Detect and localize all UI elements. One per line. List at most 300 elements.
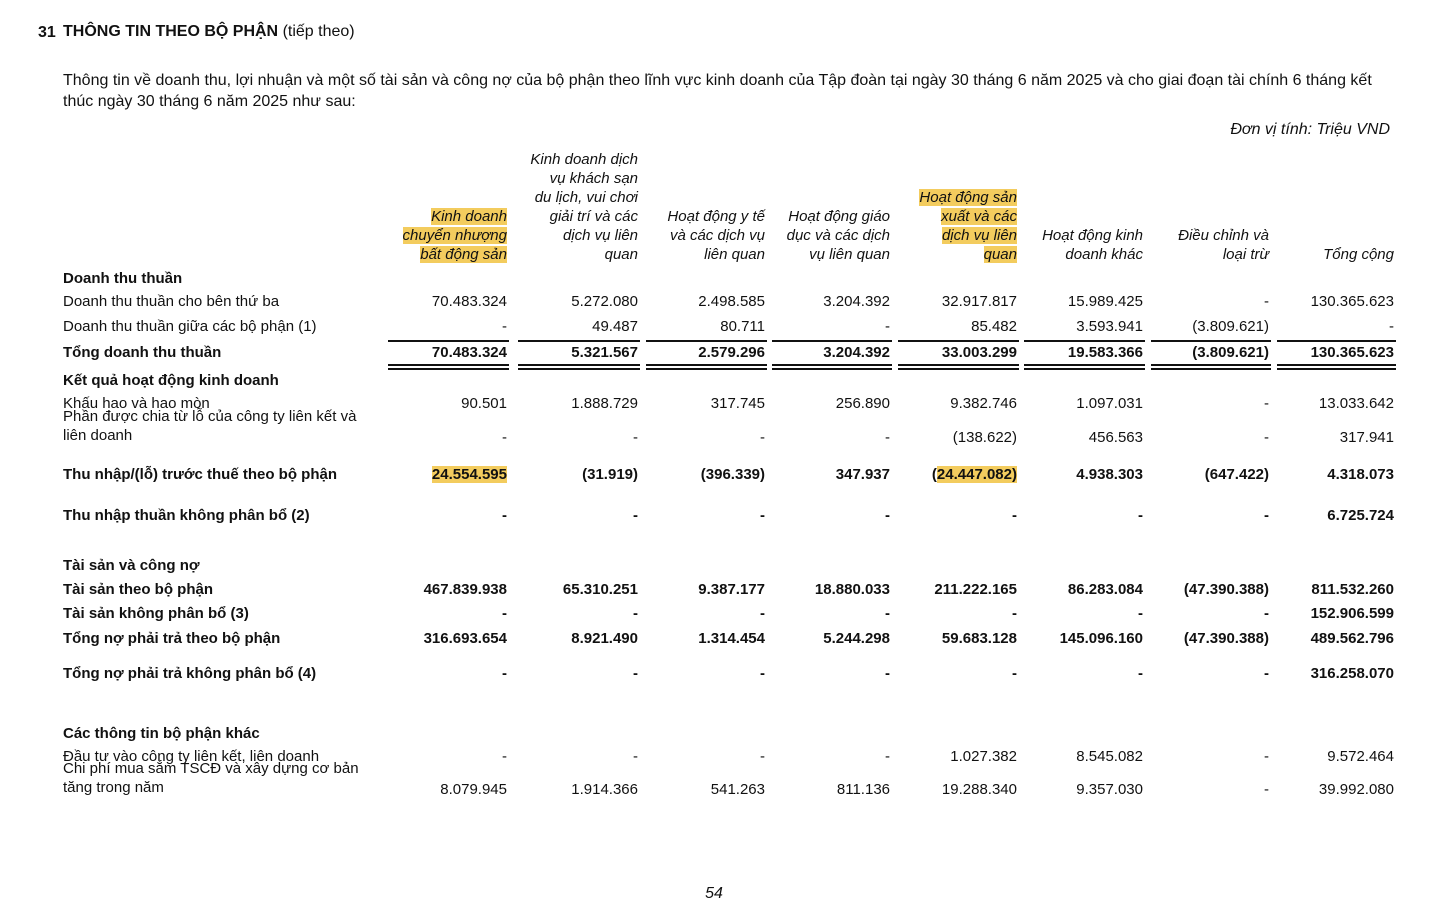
row-label: Tổng doanh thu thuần — [63, 344, 222, 361]
cell-value: - — [760, 748, 765, 765]
table-cell — [1205, 466, 1269, 483]
column-header — [919, 188, 1017, 264]
page-number: 54 — [705, 885, 723, 902]
table-cell — [1319, 781, 1394, 798]
cell-value: - — [633, 665, 638, 682]
column-header-line — [530, 226, 638, 245]
cell-value: 86.283.084 — [1067, 581, 1143, 598]
cell-value: - — [1138, 507, 1143, 524]
table-cell — [1060, 630, 1143, 647]
total-double-rule — [646, 364, 767, 370]
total-double-rule — [772, 364, 892, 370]
cell-value: 5.321.567 — [571, 344, 638, 361]
table-cell — [1138, 665, 1143, 682]
table-cell — [1311, 665, 1394, 682]
column-header-line — [787, 226, 890, 245]
cell-value: 59.683.128 — [941, 630, 1017, 647]
table-cell — [711, 781, 765, 798]
cell-value: - — [633, 429, 638, 446]
table-cell — [1311, 605, 1394, 622]
table-cell — [836, 395, 890, 412]
cell-value: - — [1264, 429, 1269, 446]
table-row — [0, 408, 1456, 446]
column-header-line — [787, 207, 890, 226]
intro-paragraph: Thông tin về doanh thu, lợi nhuận và một số tài sản và công nợ của bộ phận theo lĩnh vực kinh doanh của Tập đoàn tại ngày 30 tháng 6 năm 2025 và cho giai đoạn tài chính 6 tháng kết thúc ngày 30 tháng 6 năm 2025 như sau: — [63, 72, 1372, 110]
cell-value: (3.809.621) — [1192, 344, 1269, 361]
table-cell — [953, 429, 1017, 446]
section-heading-row — [0, 372, 1456, 394]
table-cell — [440, 781, 507, 798]
table-cell — [1068, 293, 1143, 310]
cell-value: - — [502, 748, 507, 765]
column-header-text: xuất và các — [941, 208, 1017, 225]
cell-value: 24.554.595 — [431, 466, 507, 483]
cell-value: - — [885, 665, 890, 682]
cell-value: 1.027.382 — [950, 748, 1017, 765]
table-row — [0, 760, 1456, 798]
cell-value: - — [760, 507, 765, 524]
total-double-rule — [1024, 364, 1145, 370]
table-cell — [571, 630, 638, 647]
table-cell — [1389, 318, 1394, 335]
column-header — [1323, 245, 1394, 264]
table-cell — [711, 395, 765, 412]
column-header-text: du lịch, vui chơi — [534, 189, 638, 206]
table-cell — [1068, 581, 1143, 598]
cell-value: 347.937 — [835, 466, 890, 483]
section-number: 31 — [38, 24, 56, 41]
row-label: Tổng nợ phải trả không phân bổ (4) — [63, 665, 317, 682]
cell-value: - — [1012, 605, 1017, 622]
cell-value: 541.263 — [710, 781, 765, 798]
table-cell — [633, 748, 638, 765]
table-cell — [823, 293, 890, 310]
cell-value: 39.992.080 — [1318, 781, 1394, 798]
subtotal-rule — [772, 340, 892, 342]
cell-value: (47.390.388) — [1183, 630, 1269, 647]
column-header-text: liên quan — [704, 246, 765, 263]
table-cell — [502, 429, 507, 446]
table-row — [0, 630, 1456, 652]
column-header-line — [919, 188, 1017, 207]
table-cell — [633, 507, 638, 524]
table-cell — [885, 665, 890, 682]
cell-value: 8.545.082 — [1076, 748, 1143, 765]
table-cell — [837, 781, 890, 798]
column-header-text: vụ liên quan — [809, 246, 890, 263]
table-cell — [1311, 581, 1394, 598]
cell-value: 9.572.464 — [1327, 748, 1394, 765]
column-header-line — [1178, 245, 1269, 264]
table-cell — [1327, 748, 1394, 765]
column-header-line — [667, 207, 765, 226]
row-label: Tài sản theo bộ phận — [63, 581, 214, 598]
table-cell — [760, 507, 765, 524]
table-cell — [971, 318, 1017, 335]
total-double-rule — [1277, 364, 1396, 370]
column-header — [667, 207, 765, 264]
cell-value: 13.033.642 — [1318, 395, 1394, 412]
table-cell — [1327, 466, 1394, 483]
subtotal-rule — [518, 340, 640, 342]
column-header-line — [403, 226, 507, 245]
cell-value: 811.532.260 — [1311, 581, 1394, 598]
row-label: Thu nhập thuần không phân bổ (2) — [63, 507, 310, 524]
section-title-main: THÔNG TIN THEO BỘ PHẬN — [63, 23, 279, 40]
row-label: Kết quả hoạt động kinh doanh — [63, 372, 279, 389]
column-header-text: Kinh doanh dịch — [530, 151, 638, 168]
cell-value: 811.136 — [836, 781, 890, 798]
column-header-line — [530, 245, 638, 264]
cell-value: 9.382.746 — [950, 395, 1017, 412]
cell-value: 8.921.490 — [571, 630, 638, 647]
table-cell — [1192, 344, 1269, 361]
column-header-line — [667, 226, 765, 245]
column-header-text: Hoạt động kinh — [1042, 227, 1143, 244]
cell-value: 8.079.945 — [440, 781, 507, 798]
table-cell — [1076, 781, 1143, 798]
table-cell — [1264, 748, 1269, 765]
table-cell — [571, 293, 638, 310]
table-cell — [885, 429, 890, 446]
table-cell — [1076, 395, 1143, 412]
subtotal-rule — [898, 340, 1019, 342]
table-cell — [698, 581, 765, 598]
cell-value: - — [885, 318, 890, 335]
table-cell — [885, 605, 890, 622]
cell-value: 9.357.030 — [1076, 781, 1143, 798]
table-cell — [1264, 605, 1269, 622]
cell-value: 211.222.165 — [934, 581, 1017, 598]
cell-value: - — [1264, 748, 1269, 765]
cell-value: (3.809.621) — [1192, 318, 1269, 335]
row-label: Các thông tin bộ phận khác — [63, 725, 260, 742]
row-label: Doanh thu thuần giữa các bộ phận (1) — [63, 318, 317, 335]
table-cell — [1264, 395, 1269, 412]
row-label: Chi phí mua sắm TSCĐ và xây dựng cơ bản tăng trong năm — [63, 760, 359, 796]
table-cell — [633, 429, 638, 446]
row-label: Tài sản không phân bổ (3) — [63, 605, 249, 622]
total-double-rule — [518, 364, 640, 370]
column-header-text: Điều chỉnh và — [1178, 227, 1269, 244]
table-cell — [950, 395, 1017, 412]
table-cell — [1068, 344, 1143, 361]
column-header-text: vụ khách sạn — [549, 170, 638, 187]
table-cell — [502, 748, 507, 765]
cell-value: 90.501 — [461, 395, 507, 412]
column-header-line — [919, 207, 1017, 226]
cell-value: - — [633, 507, 638, 524]
cell-value: 1.914.366 — [571, 781, 638, 798]
table-row — [0, 665, 1456, 687]
cell-value: 317.745 — [710, 395, 765, 412]
table-cell — [582, 466, 638, 483]
column-header-line — [530, 188, 638, 207]
table-cell — [502, 318, 507, 335]
table-row — [0, 293, 1456, 315]
column-header-line — [1042, 245, 1143, 264]
table-cell — [885, 318, 890, 335]
table-cell — [502, 507, 507, 524]
column-header-line — [1042, 226, 1143, 245]
table-cell — [885, 507, 890, 524]
cell-value: - — [1138, 605, 1143, 622]
cell-value: (31.919) — [582, 466, 638, 483]
table-cell — [1319, 395, 1394, 412]
table-row — [0, 507, 1456, 529]
table-cell — [698, 344, 765, 361]
table-cell — [815, 581, 890, 598]
row-label: Đầu tư vào công ty liên kết, liên doanh — [63, 748, 320, 765]
cell-value: 15.989.425 — [1067, 293, 1143, 310]
column-header-text: loại trừ — [1222, 246, 1269, 263]
column-header-line — [667, 245, 765, 264]
table-cell — [1012, 665, 1017, 682]
row-label: Doanh thu thuần cho bên thứ ba — [63, 293, 280, 310]
cell-value: - — [1012, 665, 1017, 682]
column-header-line — [787, 245, 890, 264]
column-header-text: giải trí và các — [549, 208, 638, 225]
table-cell — [571, 395, 638, 412]
table-cell — [633, 605, 638, 622]
cell-value: 4.318.073 — [1327, 466, 1394, 483]
cell-value: - — [885, 429, 890, 446]
column-header-line — [530, 169, 638, 188]
cell-value: 49.487 — [592, 318, 638, 335]
column-header-text: quan — [604, 246, 638, 263]
table-cell — [934, 581, 1017, 598]
table-cell — [432, 293, 507, 310]
cell-value: - — [760, 665, 765, 682]
table-cell — [1192, 318, 1269, 335]
cell-value: 9.387.177 — [698, 581, 765, 598]
cell-value: 489.562.796 — [1310, 630, 1394, 647]
subtotal-rule — [646, 340, 767, 342]
cell-value: (396.339) — [700, 466, 765, 483]
table-cell — [698, 293, 765, 310]
column-header-line — [1323, 245, 1394, 264]
column-header-line — [530, 150, 638, 169]
cell-value: - — [1264, 395, 1269, 412]
column-header-line — [919, 226, 1017, 245]
cell-value: 456.563 — [1088, 429, 1143, 446]
table-cell — [1340, 429, 1394, 446]
row-label: Tổng nợ phải trả theo bộ phận — [63, 630, 281, 647]
table-cell — [1076, 318, 1143, 335]
column-header-line — [530, 207, 638, 226]
table-cell — [1311, 630, 1394, 647]
cell-value: - — [885, 748, 890, 765]
cell-value: 80.711 — [720, 318, 765, 335]
table-cell — [1076, 466, 1143, 483]
subtotal-rule — [1277, 340, 1396, 342]
table-row — [0, 581, 1456, 603]
table-cell — [701, 466, 765, 483]
column-header-text: quan — [983, 246, 1017, 263]
cell-value: - — [760, 605, 765, 622]
table-cell — [1076, 748, 1143, 765]
table-cell — [1264, 507, 1269, 524]
cell-value: 5.272.080 — [571, 293, 638, 310]
table-cell — [836, 466, 890, 483]
cell-value: - — [502, 318, 507, 335]
table-row — [0, 318, 1456, 340]
table-cell — [942, 344, 1017, 361]
cell-value: 1.097.031 — [1076, 395, 1143, 412]
table-cell — [571, 344, 638, 361]
table-cell — [502, 665, 507, 682]
table-cell — [698, 630, 765, 647]
cell-value: - — [1138, 665, 1143, 682]
cell-value: - — [885, 507, 890, 524]
table-cell — [760, 748, 765, 765]
table-cell — [885, 748, 890, 765]
cell-value: - — [502, 429, 507, 446]
table-cell — [760, 665, 765, 682]
total-double-rule — [1151, 364, 1271, 370]
table-row — [0, 344, 1456, 366]
section-title-suffix: (tiếp theo) — [282, 23, 355, 40]
cell-value: - — [1264, 605, 1269, 622]
column-header-text: Kinh doanh — [431, 208, 507, 225]
cell-value: (47.390.388) — [1183, 581, 1269, 598]
cell-value: 316.258.070 — [1310, 665, 1394, 682]
table-cell — [823, 344, 890, 361]
table-cell — [1327, 507, 1394, 524]
cell-value: (647.422) — [1204, 466, 1269, 483]
cell-value: 145.096.160 — [1059, 630, 1143, 647]
cell-value: 130.365.623 — [1310, 344, 1394, 361]
cell-value: - — [1264, 293, 1269, 310]
column-header-text: dục và các dịch — [786, 227, 890, 244]
unit-label: Đơn vị tính: Triệu VND — [1230, 121, 1390, 138]
total-double-rule — [898, 364, 1019, 370]
column-header — [1042, 226, 1143, 264]
table-cell — [950, 748, 1017, 765]
row-label: Phần được chia từ lỗ của công ty liên kết và liên doanh — [63, 408, 357, 444]
cell-value: 6.725.724 — [1327, 507, 1394, 524]
cell-value: 1.314.454 — [698, 630, 765, 647]
table-cell — [1264, 429, 1269, 446]
column-header-text: doanh khác — [1065, 246, 1143, 263]
column-header — [1178, 226, 1269, 264]
cell-value: 467.839.938 — [423, 581, 507, 598]
highlighted-value: 24.447.082) — [936, 466, 1017, 483]
column-header-text: dịch vụ liên — [941, 227, 1017, 244]
column-header — [403, 207, 507, 264]
cell-value: - — [1264, 781, 1269, 798]
column-header-text: dịch vụ liên — [562, 227, 638, 244]
table-cell — [432, 344, 507, 361]
cell-value: 70.483.324 — [431, 344, 507, 361]
table-cell — [942, 293, 1017, 310]
cell-value: (24.447.082) — [931, 466, 1017, 483]
cell-value: 18.880.033 — [814, 581, 890, 598]
cell-value: - — [1264, 665, 1269, 682]
column-header-text: Hoạt động y tế — [667, 208, 765, 225]
cell-value: 3.204.392 — [823, 293, 890, 310]
cell-value: - — [502, 605, 507, 622]
column-header-text: chuyển nhượng — [402, 227, 507, 244]
cell-value: 85.482 — [971, 318, 1017, 335]
cell-value: 4.938.303 — [1076, 466, 1143, 483]
column-header-line — [919, 245, 1017, 264]
cell-value: 32.917.817 — [941, 293, 1017, 310]
table-cell — [1184, 581, 1269, 598]
subtotal-rule — [1024, 340, 1145, 342]
cell-value: - — [1012, 507, 1017, 524]
table-cell — [720, 318, 765, 335]
section-heading-row — [0, 557, 1456, 579]
table-cell — [1311, 344, 1394, 361]
cell-value: 1.888.729 — [571, 395, 638, 412]
table-cell — [942, 630, 1017, 647]
subtotal-rule — [388, 340, 509, 342]
cell-value: 3.593.941 — [1076, 318, 1143, 335]
table-cell — [1264, 665, 1269, 682]
cell-value: 19.288.340 — [941, 781, 1017, 798]
cell-value: 19.583.366 — [1067, 344, 1143, 361]
table-cell — [502, 605, 507, 622]
table-cell — [1012, 507, 1017, 524]
table-cell — [1264, 781, 1269, 798]
table-cell — [760, 429, 765, 446]
row-label: Khấu hao và hao mòn — [63, 395, 210, 412]
cell-value: (138.622) — [952, 429, 1017, 446]
cell-value: - — [1389, 318, 1394, 335]
cell-value: - — [1264, 507, 1269, 524]
cell-value: 316.693.654 — [423, 630, 507, 647]
row-label: Tài sản và công nợ — [63, 557, 200, 574]
cell-value: - — [885, 605, 890, 622]
column-header-text: Hoạt động giáo — [788, 208, 890, 225]
table-cell — [424, 581, 507, 598]
column-header-line — [1178, 226, 1269, 245]
cell-value: 33.003.299 — [941, 344, 1017, 361]
column-header-text: và các dịch vụ — [669, 227, 765, 244]
cell-value: 3.204.392 — [823, 344, 890, 361]
row-label: Doanh thu thuần — [63, 270, 183, 287]
table-cell — [432, 466, 507, 483]
cell-value: - — [633, 748, 638, 765]
subtotal-rule — [1151, 340, 1271, 342]
column-header-line — [403, 245, 507, 264]
column-header-text: bất động sản — [420, 246, 507, 263]
cell-value: 317.941 — [1339, 429, 1394, 446]
cell-value: 2.579.296 — [698, 344, 765, 361]
section-heading-row — [0, 270, 1456, 292]
column-header — [787, 207, 890, 264]
column-header-text: Tổng cộng — [1323, 246, 1394, 263]
table-cell — [633, 665, 638, 682]
cell-value: - — [760, 429, 765, 446]
row-label: Thu nhập/(lỗ) trước thuế theo bộ phận — [63, 466, 337, 483]
cell-value: 256.890 — [835, 395, 890, 412]
section-title — [63, 23, 355, 41]
column-header-line — [403, 207, 507, 226]
cell-value: 70.483.324 — [431, 293, 507, 310]
table-cell — [942, 781, 1017, 798]
table-cell — [760, 605, 765, 622]
total-double-rule — [388, 364, 509, 370]
table-cell — [1012, 605, 1017, 622]
table-cell — [461, 395, 507, 412]
table-cell — [932, 466, 1017, 483]
cell-value: - — [633, 605, 638, 622]
table-cell — [1138, 507, 1143, 524]
table-row — [0, 605, 1456, 627]
table-cell — [823, 630, 890, 647]
